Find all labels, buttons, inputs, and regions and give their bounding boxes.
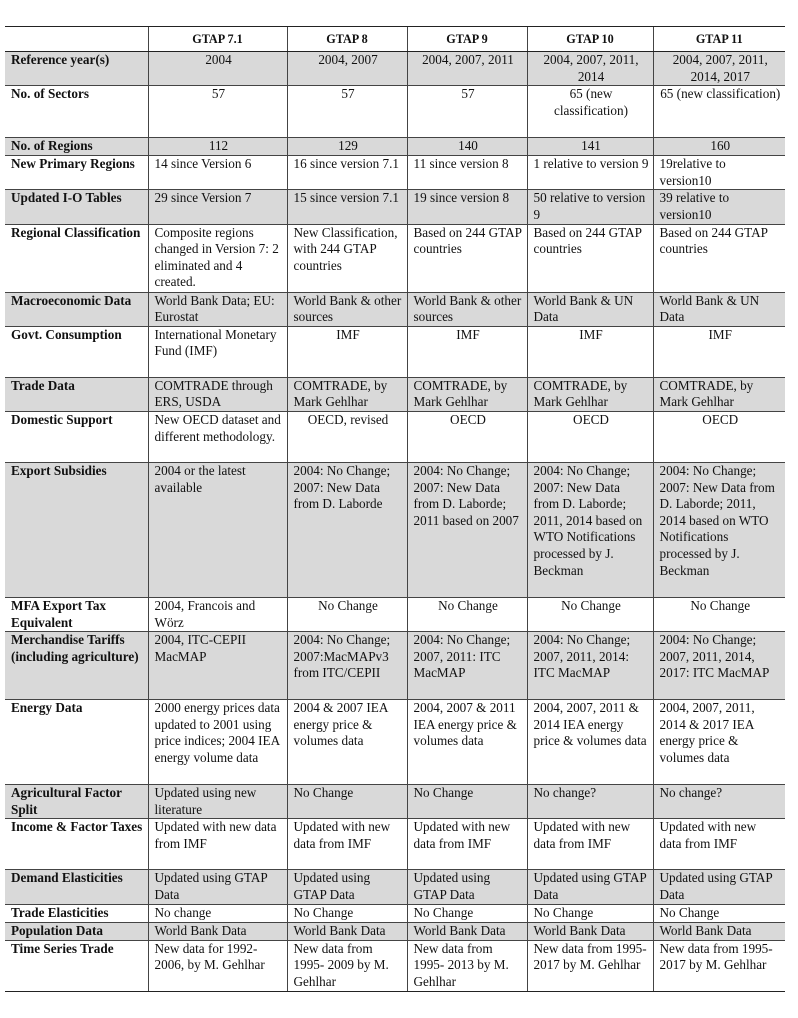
table-cell: 57 <box>148 86 287 138</box>
table-cell: Updated with new data from IMF <box>653 819 785 870</box>
table-cell: 2004, 2007, 2011 <box>407 52 527 86</box>
table-cell: New data for 1992-2006, by M. Gehlhar <box>148 940 287 991</box>
table-cell: International Monetary Fund (IMF) <box>148 326 287 377</box>
table-cell: 2004, 2007, 2011 & 2014 IEA energy price & volumes data <box>527 700 653 785</box>
row-label: No. of Regions <box>5 138 148 156</box>
table-cell: 2000 energy prices data updated to 2001 using price indices; 2004 IEA energy volume data <box>148 700 287 785</box>
header-cell-gtap-8: GTAP 8 <box>287 27 407 52</box>
table-cell: OECD <box>407 411 527 462</box>
table-cell: No Change <box>653 904 785 922</box>
table-cell: 65 (new classification) <box>653 86 785 138</box>
row-label: MFA Export Tax Equivalent <box>5 597 148 631</box>
table-cell: No change? <box>653 785 785 819</box>
row-label: Trade Data <box>5 377 148 411</box>
table-cell: Based on 244 GTAP countries <box>527 224 653 292</box>
row-label: Merchandise Tariffs (including agriculture) <box>5 632 148 700</box>
table-cell: 160 <box>653 138 785 156</box>
table-cell: Based on 244 GTAP countries <box>407 224 527 292</box>
row-label: Export Subsidies <box>5 462 148 597</box>
table-cell: No Change <box>407 904 527 922</box>
table-cell: 2004: No Change; 2007: New Data from D. Laborde <box>287 462 407 597</box>
table-cell: World Bank Data <box>653 922 785 940</box>
table-cell: World Bank Data <box>287 922 407 940</box>
table-row <box>5 870 785 904</box>
table-row <box>5 156 785 190</box>
table-cell: IMF <box>407 326 527 377</box>
table-cell: New Classification, with 244 GTAP countries <box>287 224 407 292</box>
table-row <box>5 785 785 819</box>
table-cell: 2004, 2007 & 2011 IEA energy price & volumes data <box>407 700 527 785</box>
table-row <box>5 462 785 597</box>
table-cell: 11 since version 8 <box>407 156 527 190</box>
table-cell: 16 since version 7.1 <box>287 156 407 190</box>
table-row <box>5 190 785 224</box>
table-cell: 1 relative to version 9 <box>527 156 653 190</box>
table-cell: World Bank Data; EU: Eurostat <box>148 292 287 326</box>
row-label: Updated I-O Tables <box>5 190 148 224</box>
table-row <box>5 411 785 462</box>
row-label: Macroeconomic Data <box>5 292 148 326</box>
table-cell: 2004: No Change; 2007: New Data from D. Laborde; 2011, 2014 based on WTO Notifications processed by J. Beckman <box>527 462 653 597</box>
table-cell: New data from 1995- 2009 by M. Gehlhar <box>287 940 407 991</box>
table-cell: 29 since Version 7 <box>148 190 287 224</box>
table-cell: 2004: No Change; 2007: New Data from D. Laborde; 2011 based on 2007 <box>407 462 527 597</box>
table-cell: Updated with new data from IMF <box>148 819 287 870</box>
table-cell: No Change <box>527 904 653 922</box>
table-cell: COMTRADE, by Mark Gehlhar <box>653 377 785 411</box>
row-label: Income & Factor Taxes <box>5 819 148 870</box>
table-cell: New OECD dataset and different methodology. <box>148 411 287 462</box>
row-label: Domestic Support <box>5 411 148 462</box>
table-cell: 2004: No Change; 2007, 2011, 2014, 2017: ITC MacMAP <box>653 632 785 700</box>
table-cell: World Bank Data <box>527 922 653 940</box>
table-cell: 2004, ITC-CEPII MacMAP <box>148 632 287 700</box>
table-cell: 112 <box>148 138 287 156</box>
table-cell: 50 relative to version 9 <box>527 190 653 224</box>
table-cell: 19relative to version10 <box>653 156 785 190</box>
table-cell: 2004: No Change; 2007, 2011: ITC MacMAP <box>407 632 527 700</box>
row-label: Energy Data <box>5 700 148 785</box>
row-label: Agricultural Factor Split <box>5 785 148 819</box>
table-row <box>5 326 785 377</box>
table-cell: 2004, 2007, 2011, 2014, 2017 <box>653 52 785 86</box>
table-row <box>5 632 785 700</box>
table-row <box>5 597 785 631</box>
row-label: Govt. Consumption <box>5 326 148 377</box>
gtap-comparison-table-container <box>5 26 785 992</box>
table-cell: 2004 or the latest available <box>148 462 287 597</box>
table-cell: World Bank & UN Data <box>527 292 653 326</box>
row-label: No. of Sectors <box>5 86 148 138</box>
table-cell: 2004, 2007 <box>287 52 407 86</box>
table-cell: COMTRADE, by Mark Gehlhar <box>407 377 527 411</box>
table-cell: 65 (new classification) <box>527 86 653 138</box>
table-cell: No change? <box>527 785 653 819</box>
table-cell: World Bank & other sources <box>287 292 407 326</box>
table-row <box>5 52 785 86</box>
table-row <box>5 922 785 940</box>
table-cell: World Bank & UN Data <box>653 292 785 326</box>
table-cell: 2004 & 2007 IEA energy price & volumes data <box>287 700 407 785</box>
table-cell: 14 since Version 6 <box>148 156 287 190</box>
table-cell: Updated with new data from IMF <box>527 819 653 870</box>
table-cell: 129 <box>287 138 407 156</box>
table-cell: COMTRADE, by Mark Gehlhar <box>287 377 407 411</box>
table-row <box>5 377 785 411</box>
table-cell: No Change <box>407 597 527 631</box>
table-body <box>5 52 785 992</box>
table-row <box>5 86 785 138</box>
table-cell: COMTRADE, by Mark Gehlhar <box>527 377 653 411</box>
table-cell: No Change <box>527 597 653 631</box>
table-row <box>5 700 785 785</box>
table-cell: No Change <box>287 904 407 922</box>
table-cell: OECD <box>527 411 653 462</box>
table-cell: No Change <box>653 597 785 631</box>
row-label: Time Series Trade <box>5 940 148 991</box>
table-cell: 140 <box>407 138 527 156</box>
row-label: Reference year(s) <box>5 52 148 86</box>
table-cell: 2004: No Change; 2007:MacMAPv3 from ITC/CEPII <box>287 632 407 700</box>
table-cell: 57 <box>407 86 527 138</box>
table-cell: New data from 1995- 2017 by M. Gehlhar <box>653 940 785 991</box>
table-cell: 39 relative to version10 <box>653 190 785 224</box>
table-header-row <box>5 27 785 52</box>
table-cell: 15 since version 7.1 <box>287 190 407 224</box>
table-cell: COMTRADE through ERS, USDA <box>148 377 287 411</box>
table-cell: IMF <box>527 326 653 377</box>
header-cell-gtap-11: GTAP 11 <box>653 27 785 52</box>
table-cell: Based on 244 GTAP countries <box>653 224 785 292</box>
table-cell: World Bank & other sources <box>407 292 527 326</box>
row-label: Demand Elasticities <box>5 870 148 904</box>
table-cell: World Bank Data <box>148 922 287 940</box>
table-cell: Updated using GTAP Data <box>527 870 653 904</box>
table-cell: New data from 1995- 2017 by M. Gehlhar <box>527 940 653 991</box>
table-cell: 2004, 2007, 2011, 2014 <box>527 52 653 86</box>
table-cell: 2004: No Change; 2007, 2011, 2014: ITC MacMAP <box>527 632 653 700</box>
header-cell-corner <box>5 27 148 52</box>
table-cell: OECD <box>653 411 785 462</box>
table-cell: Updated with new data from IMF <box>287 819 407 870</box>
table-cell: No change <box>148 904 287 922</box>
header-cell-gtap-9: GTAP 9 <box>407 27 527 52</box>
table-cell: Updated using GTAP Data <box>148 870 287 904</box>
table-cell: Updated using GTAP Data <box>407 870 527 904</box>
row-label: New Primary Regions <box>5 156 148 190</box>
table-row <box>5 940 785 991</box>
table-cell: World Bank Data <box>407 922 527 940</box>
table-cell: Updated using GTAP Data <box>653 870 785 904</box>
table-row <box>5 292 785 326</box>
table-cell: Updated using GTAP Data <box>287 870 407 904</box>
table-cell: Composite regions changed in Version 7: 2 eliminated and 4 created. <box>148 224 287 292</box>
table-row <box>5 819 785 870</box>
table-cell: 19 since version 8 <box>407 190 527 224</box>
gtap-comparison-table <box>5 26 785 992</box>
table-cell: Updated using new literature <box>148 785 287 819</box>
table-cell: No Change <box>407 785 527 819</box>
header-cell-gtap-7-1: GTAP 7.1 <box>148 27 287 52</box>
table-row <box>5 224 785 292</box>
table-cell: No Change <box>287 785 407 819</box>
table-cell: 2004: No Change; 2007: New Data from D. Laborde; 2011, 2014 based on WTO Notifications processed by J. Beckman <box>653 462 785 597</box>
table-cell: 141 <box>527 138 653 156</box>
table-row <box>5 138 785 156</box>
table-cell: Updated with new data from IMF <box>407 819 527 870</box>
table-row <box>5 904 785 922</box>
table-cell: No Change <box>287 597 407 631</box>
row-label: Population Data <box>5 922 148 940</box>
table-cell: 2004, Francois and Wörz <box>148 597 287 631</box>
table-cell: New data from 1995- 2013 by M. Gehlhar <box>407 940 527 991</box>
table-cell: 2004 <box>148 52 287 86</box>
table-cell: OECD, revised <box>287 411 407 462</box>
row-label: Trade Elasticities <box>5 904 148 922</box>
row-label: Regional Classification <box>5 224 148 292</box>
table-cell: IMF <box>653 326 785 377</box>
table-cell: IMF <box>287 326 407 377</box>
table-cell: 2004, 2007, 2011, 2014 & 2017 IEA energy price & volumes data <box>653 700 785 785</box>
header-cell-gtap-10: GTAP 10 <box>527 27 653 52</box>
table-cell: 57 <box>287 86 407 138</box>
